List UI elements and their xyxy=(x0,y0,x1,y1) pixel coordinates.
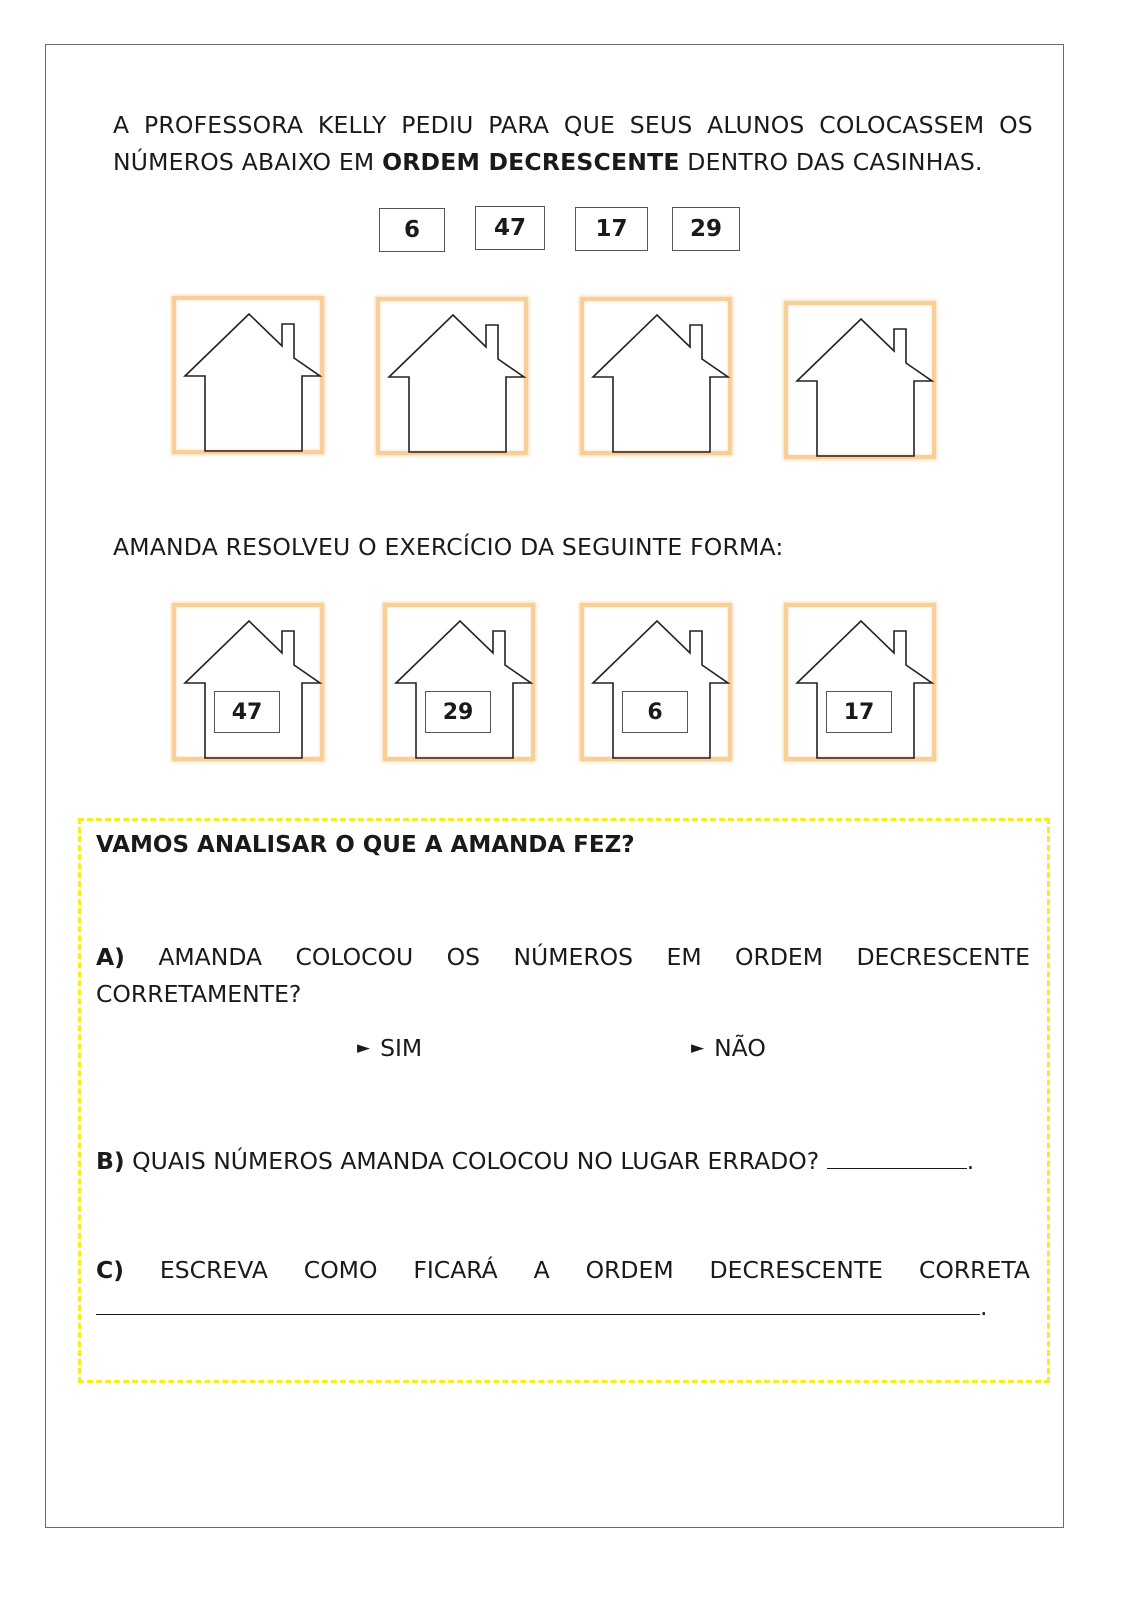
intro-paragraph xyxy=(113,107,1033,181)
question-word: DECRESCENTE xyxy=(709,1256,884,1284)
question-b xyxy=(96,1143,1030,1180)
empty-house[interactable] xyxy=(580,297,732,455)
question-a-letter: A) xyxy=(96,943,125,971)
intro-text: DENTRO DAS CASINHAS. xyxy=(679,148,983,176)
question-word: FICARÁ xyxy=(413,1256,498,1284)
option-yes[interactable] xyxy=(357,1034,422,1062)
intro-line-2 xyxy=(113,144,1033,181)
analysis-title: VAMOS ANALISAR O QUE A AMANDA FEZ? xyxy=(96,832,635,858)
triangle-bullet-icon: ► xyxy=(357,1038,371,1058)
question-word: EM xyxy=(666,943,702,971)
question-a-line-1 xyxy=(96,939,1030,976)
question-word: DECRESCENTE xyxy=(856,943,1030,971)
house-icon xyxy=(588,611,732,761)
intro-word: PEDIU xyxy=(401,111,474,139)
triangle-bullet-icon: ► xyxy=(691,1038,705,1058)
answer-number: 17 xyxy=(826,691,892,733)
house-icon xyxy=(180,611,324,761)
intro-word: A xyxy=(113,111,130,139)
question-word: CORRETA xyxy=(918,1256,1030,1284)
option-no[interactable] xyxy=(691,1034,766,1062)
intro-word: PROFESSORA xyxy=(143,111,304,139)
answer-blank-c[interactable] xyxy=(96,1290,980,1315)
question-word: NÚMEROS xyxy=(513,943,634,971)
intro-word: COLOCASSEM xyxy=(819,111,985,139)
intro-emphasis: ORDEM DECRESCENTE xyxy=(382,148,680,176)
question-a xyxy=(96,939,1030,1013)
question-word: COLOCOU xyxy=(295,943,414,971)
question-word: ORDEM xyxy=(735,943,824,971)
number-card: 6 xyxy=(379,208,445,252)
number-card: 29 xyxy=(672,207,740,251)
intro-word: PARA xyxy=(488,111,550,139)
option-yes-label: SIM xyxy=(380,1034,423,1062)
intro-line-1 xyxy=(113,107,1033,144)
question-c xyxy=(96,1252,1030,1326)
house-icon xyxy=(588,305,732,455)
intro-word: SEUS xyxy=(629,111,693,139)
question-word: AMANDA xyxy=(158,943,263,971)
empty-house[interactable] xyxy=(784,301,936,459)
intro-word: KELLY xyxy=(317,111,387,139)
empty-house[interactable] xyxy=(172,296,324,454)
question-c-line-2 xyxy=(96,1289,1030,1326)
question-c-line-1 xyxy=(96,1252,1030,1289)
question-word: OS xyxy=(446,943,481,971)
question-b-end: . xyxy=(966,1147,975,1175)
intro-word: OS xyxy=(999,111,1033,139)
question-b-text: QUAIS NÚMEROS AMANDA COLOCOU NO LUGAR ERRADO? xyxy=(124,1147,827,1175)
intro-word: ALUNOS xyxy=(707,111,805,139)
answer-number: 29 xyxy=(425,691,491,733)
question-word: ESCREVA xyxy=(159,1256,268,1284)
option-no-label: NÃO xyxy=(714,1034,766,1062)
house-icon xyxy=(180,304,324,454)
number-card: 47 xyxy=(475,206,545,250)
intro-text: NÚMEROS ABAIXO EM xyxy=(113,148,383,176)
house-icon xyxy=(384,305,528,455)
question-word: COMO xyxy=(303,1256,378,1284)
answer-house xyxy=(172,603,324,761)
number-card: 17 xyxy=(575,207,648,251)
question-word: A xyxy=(533,1256,550,1284)
question-c-end: . xyxy=(980,1293,988,1321)
intro-word: QUE xyxy=(563,111,616,139)
house-icon xyxy=(792,611,936,761)
answer-house xyxy=(784,603,936,761)
question-word: ORDEM xyxy=(585,1256,674,1284)
house-icon xyxy=(391,611,535,761)
question-b-letter: B) xyxy=(96,1147,125,1175)
answer-number: 47 xyxy=(214,691,280,733)
answer-house xyxy=(580,603,732,761)
house-icon xyxy=(792,309,936,459)
answer-number: 6 xyxy=(622,691,688,733)
answer-house xyxy=(383,603,535,761)
amanda-statement: AMANDA RESOLVEU O EXERCÍCIO DA SEGUINTE FORMA: xyxy=(113,533,784,561)
question-a-line-2: CORRETAMENTE? xyxy=(96,980,302,1008)
answer-blank-b[interactable] xyxy=(827,1144,967,1169)
empty-house[interactable] xyxy=(376,297,528,455)
question-c-letter: C) xyxy=(96,1256,124,1284)
